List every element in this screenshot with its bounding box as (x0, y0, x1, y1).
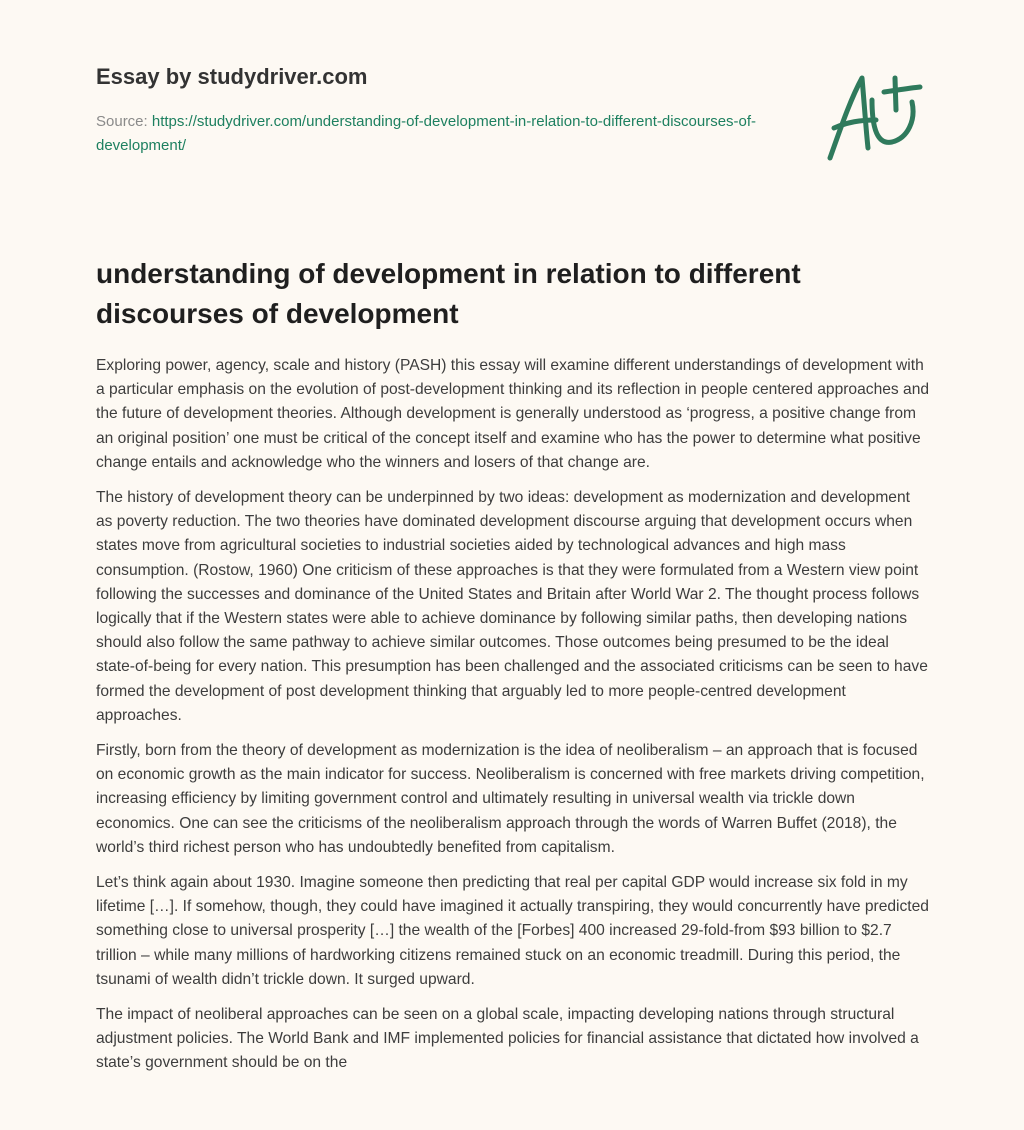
essay-title: understanding of development in relation to different discourses of development (96, 258, 801, 329)
source-label: Source: (96, 113, 152, 130)
source-line (96, 110, 776, 158)
essay-paragraph: Firstly, born from the theory of development as modernization is the idea of neoliberalism – an approach that is focused on economic growth as the main indicator for success. Neoliberalism is concerned with free markets driving competition, increasing efficiency by limiting government control and ultimately resulting in universal wealth via trickle down economics. One can see the criticisms of the neoliberalism approach through the words of Warren Buffet (2018), the world’s third richest person who has undoubtedly benefited from capitalism. (96, 742, 925, 856)
essay-paragraph: Let’s think again about 1930. Imagine someone then predicting that real per capital GDP would increase six fold in my lifetime […]. If somehow, though, they could have imagined it actually transpiring, they would concurrently have predicted something close to universal prosperity […] the wealth of the [Forbes] 400 increased 29-fold-from $93 billion to $2.7 trillion – while many millions of hardworking citizens remained stuck on an economic treadmill. During this period, the tsunami of wealth didn’t trickle down. It surged upward. (96, 874, 929, 988)
essay-body (96, 354, 930, 1087)
essay-paragraph: The impact of neoliberal approaches can be seen on a global scale, impacting developing nations through structural adjustment policies. The World Bank and IMF implemented policies for financial assistance that dictated how involved a state’s government should be on the (96, 1006, 919, 1072)
a-plus-logo-icon (820, 70, 930, 165)
essay-paragraph: Exploring power, agency, scale and history (PASH) this essay will examine different understandings of development with a particular emphasis on the evolution of post-development thinking and its reflection in people centered approaches and the future of development theories. Although development is generally understood as ‘progress, a positive change from an original position’ one must be critical of the concept itself and examine who has the power to determine what positive change entails and acknowledge who the winners and losers of that change are. (96, 357, 930, 471)
site-brand: Essay by studydriver.com (96, 64, 368, 89)
source-link[interactable]: https://studydriver.com/understanding-of-development-in-relation-to-different-discourses-of-development/ (96, 113, 757, 154)
essay-paragraph: The history of development theory can be underpinned by two ideas: development as modernization and development as poverty reduction. The two theories have dominated development discourse arguing that development occurs when states move from agricultural societies to industrial societies aided by technological advances and high mass consumption. (Rostow, 1960) One criticism of these approaches is that they were formulated from a Western view point following the successes and dominance of the United States and Britain after World War 2. The thought process follows logically that if the Western states were able to achieve dominance by following similar paths, then developing nations should also follow the same pathway to achieve similar outcomes. Those outcomes being presumed to be the ideal state-of-being for every nation. This presumption has been challenged and the associated criticisms can be seen to have formed the development of post development thinking that arguably led to more people-centred development approaches. (96, 489, 928, 724)
